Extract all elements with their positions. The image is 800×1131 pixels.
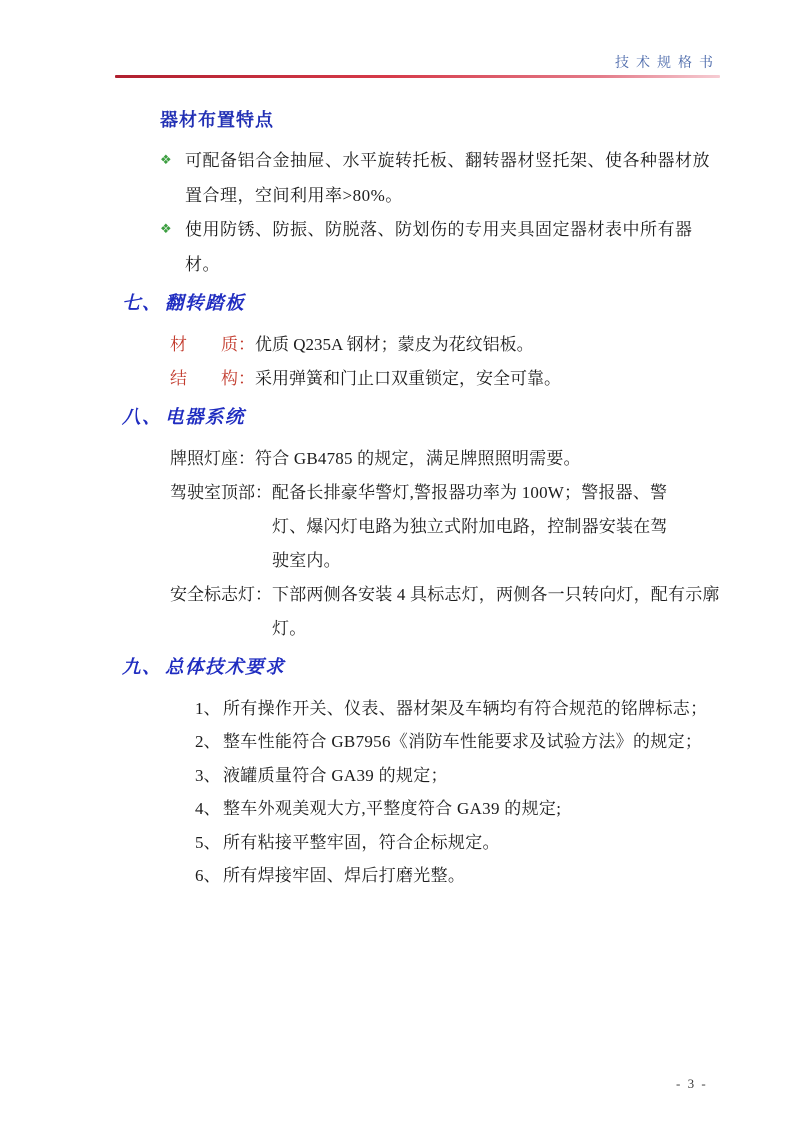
numbered-item: [195, 725, 720, 758]
item-number: 6、: [195, 866, 221, 886]
electric-label: 安全标志灯：: [170, 585, 272, 604]
spec-text: 优质 Q235A 钢材；蒙皮为花纹铝板。: [255, 335, 534, 354]
electric-text: 配备长排豪华警灯,警报器功率为 100W；警报器、警灯、爆闪灯电路为独立式附加电路，控制器安装在驾驶室内。: [272, 483, 668, 570]
bullet-text: 可配备铝合金抽屉、水平旋转托板、翻转器材竖托架、使各种器材放置合理，空间利用率>80%。: [185, 151, 710, 205]
electric-text: 符合 GB4785 的规定，满足牌照照明需要。: [255, 449, 581, 468]
electric-label: 牌照灯座：: [170, 449, 255, 468]
numbered-item: [195, 692, 720, 725]
spec-label: 结 构：: [170, 369, 255, 388]
spec-row-structure: [170, 362, 720, 396]
electric-row-safety-lamp: [170, 578, 720, 646]
item-text: 整车外观美观大方,平整度符合 GA39 的规定;: [223, 799, 562, 819]
spec-text: 采用弹簧和门止口双重锁定，安全可靠。: [255, 369, 561, 388]
numbered-item: [195, 759, 720, 792]
item-number: 1、: [195, 699, 221, 718]
spec-label: 材 质：: [170, 335, 255, 354]
item-text: 所有焊接牢固、焊后打磨光整。: [223, 866, 466, 886]
header-rule-divider: [115, 75, 720, 78]
item-text: 液罐质量符合 GA39 的规定；: [223, 765, 448, 785]
item-number: 4、: [195, 799, 221, 819]
equipment-layout-heading: 器材布置特点: [160, 110, 274, 130]
electric-label: 驾驶室顶部：: [170, 483, 272, 502]
numbered-item: [195, 826, 720, 859]
item-number: 3、: [195, 765, 221, 785]
document-content: [115, 96, 720, 892]
electric-row-cab-roof: [170, 476, 720, 578]
section-title: 电器系统: [165, 408, 246, 428]
section-heading-electric-system: [122, 403, 720, 433]
electric-text: 下部两侧各安装 4 具标志灯，两侧各一只转向灯，配有示廓灯。: [272, 585, 720, 638]
section-number: 八、: [122, 408, 163, 428]
item-text: 整车性能符合 GB7956《消防车性能要求及试验方法》的规定；: [223, 732, 703, 752]
numbered-item: [195, 792, 720, 825]
section-heading-flip-board: [122, 289, 720, 319]
section-title: 总体技术要求: [165, 658, 286, 678]
section-heading-general-requirements: [122, 653, 720, 683]
bullet-text: 使用防锈、防振、防脱落、防划伤的专用夹具固定器材表中所有器材。: [185, 220, 693, 274]
item-text: 所有操作开关、仪表、器材架及车辆均有符合规范的铭牌标志；: [223, 699, 708, 718]
item-number: 5、: [195, 832, 221, 852]
item-text: 所有粘接平整牢固，符合企标规定。: [223, 832, 500, 852]
bullet-item: [160, 144, 720, 213]
numbered-item: [195, 859, 720, 892]
electric-row-license-lamp: [170, 442, 720, 476]
page-number: - 3 -: [676, 1076, 708, 1091]
diamond-bullet-icon: ❖: [160, 222, 172, 237]
section-number: 九、: [122, 658, 163, 678]
bullet-item: [160, 213, 720, 282]
item-number: 2、: [195, 732, 221, 752]
diamond-bullet-icon: ❖: [160, 153, 172, 168]
spec-row-material: [170, 328, 720, 362]
page-header-title: 技术规格书: [615, 56, 720, 71]
section-title: 翻转踏板: [165, 294, 246, 314]
section-number: 七、: [122, 294, 163, 314]
